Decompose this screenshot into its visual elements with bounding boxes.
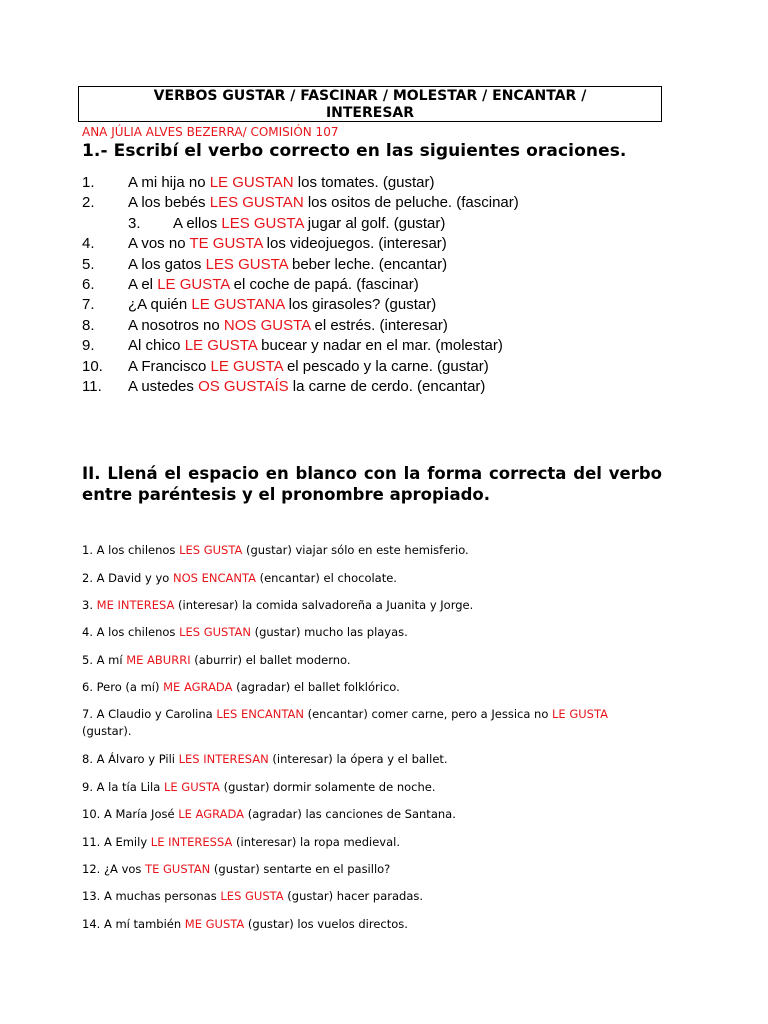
item-number: 4. (82, 235, 95, 253)
section1-heading: 1.- Escribí el verbo correcto en las siguientes oraciones. (82, 141, 627, 161)
list-item (82, 377, 702, 397)
answer-text: LES GUSTA (220, 889, 284, 903)
list-item (82, 255, 702, 275)
worksheet-title-line1: VERBOS GUSTAR / FASCINAR / MOLESTAR / ENCANTAR / (153, 88, 587, 104)
item-text: bucear y nadar en el mar. (molestar) (256, 337, 503, 355)
item-text: (agradar) las canciones de Santana. (244, 807, 456, 821)
list-item (82, 624, 642, 641)
item-text: A los gatos (128, 255, 206, 273)
item-number: 9. (82, 337, 95, 355)
item-text: A vos no (128, 235, 190, 253)
item-text: 2. A David y yo (82, 570, 173, 585)
list-item (82, 916, 642, 933)
list-item (82, 888, 642, 905)
item-text: jugar al golf. (gustar) (303, 214, 446, 232)
list-item (82, 173, 702, 193)
item-number: 6. (82, 275, 95, 293)
item-text: (gustar) los vuelos directos. (244, 916, 408, 931)
section1-list (82, 173, 702, 397)
item-text: Al chico (128, 337, 185, 355)
item-text: 11. A Emily (82, 834, 151, 849)
item-text: (encantar) el chocolate. (255, 570, 397, 585)
item-number: 3. (128, 214, 141, 232)
item-text: (gustar) hacer paradas. (283, 889, 424, 903)
answer-text: LES GUSTA (205, 255, 288, 273)
list-item (82, 336, 702, 356)
answer-text: ME ABURRI (126, 652, 191, 667)
answer-text: LE GUSTA (210, 357, 283, 375)
list-item (82, 316, 702, 336)
item-text: A los bebés (128, 194, 210, 212)
list-item (82, 834, 642, 851)
item-text: los videojuegos. (interesar) (262, 235, 447, 253)
section2-heading: II. Llená el espacio en blanco con la forma correcta del verbo entre paréntesis y el pronombre apropiado. (82, 464, 662, 504)
answer-text: LES GUSTA (179, 543, 243, 557)
list-item (82, 806, 642, 823)
item-text: A nosotros no (128, 316, 224, 334)
answer-text: LE GUSTA (552, 707, 608, 721)
answer-text: ME INTERESA (96, 597, 175, 612)
answer-text: LE GUSTA (157, 275, 230, 293)
item-text: 3. (82, 597, 97, 612)
author-name: ANA JÚLIA ALVES BEZERRA/ COMISIÓN 107 (82, 125, 339, 139)
item-number: 11. (82, 377, 102, 395)
item-text: (aburrir) el ballet moderno. (190, 652, 351, 667)
item-text: el coche de papá. (fascinar) (229, 275, 419, 293)
item-text: ¿A quién (128, 296, 192, 314)
list-item (82, 357, 702, 377)
item-number: 2. (82, 194, 95, 212)
answer-text: LES GUSTA (221, 214, 304, 232)
item-text: A ellos (173, 214, 222, 232)
list-item (82, 679, 642, 696)
answer-text: LE GUSTAN (209, 174, 294, 191)
item-text: beber leche. (encantar) (287, 255, 448, 273)
answer-text: LES INTERESAN (178, 752, 269, 766)
item-text: 4. A los chilenos (82, 625, 180, 639)
answer-text: OS GUSTAÍS (198, 377, 289, 395)
answer-text: LE INTERESSA (150, 834, 233, 849)
item-text: 13. A muchas personas (82, 889, 221, 903)
worksheet-title-box (78, 86, 662, 122)
item-text: el pescado y la carne. (gustar) (282, 357, 489, 375)
answer-text: ME GUSTA (184, 916, 245, 931)
item-text: el estrés. (interesar) (310, 316, 448, 334)
item-number: 5. (82, 255, 95, 273)
item-text: (gustar) dormir solamente de noche. (219, 779, 436, 794)
answer-text: ME AGRADA (163, 680, 233, 694)
item-text: 10. A María José (82, 807, 179, 821)
list-item (82, 779, 642, 796)
item-text: 9. A la tía Lila (82, 779, 164, 794)
answer-text: NOS ENCANTA (172, 570, 256, 585)
list-item (82, 570, 642, 587)
list-item (82, 295, 702, 315)
list-item (82, 597, 642, 614)
item-text: A Francisco (128, 357, 211, 375)
item-text: (interesar) la comida salvadoreña a Juanita y Jorge. (174, 597, 474, 612)
item-text: (gustar) viajar sólo en este hemisferio. (242, 543, 469, 557)
item-number: 7. (82, 296, 95, 314)
answer-text: NOS GUSTA (223, 316, 311, 334)
item-text: (gustar) sentarte en el pasillo? (210, 862, 391, 876)
item-text: los girasoles? (gustar) (284, 296, 437, 314)
item-text: (agradar) el ballet folklórico. (232, 680, 400, 694)
list-item (82, 861, 642, 878)
item-text: A el (128, 275, 158, 293)
item-text: los ositos de peluche. (fascinar) (303, 194, 519, 212)
list-item (82, 652, 642, 669)
answer-text: TE GUSTAN (145, 862, 211, 876)
item-number: 8. (82, 316, 95, 334)
item-text: (gustar) mucho las playas. (250, 625, 408, 639)
item-text: (encantar) comer carne, pero a Jessica no (303, 707, 553, 721)
list-item (82, 193, 702, 213)
item-text: 1. A los chilenos (82, 543, 180, 557)
item-number: 1. (82, 174, 95, 191)
answer-text: LES GUSTAN (209, 194, 304, 212)
answer-text: LES GUSTAN (179, 625, 251, 639)
answer-text: LE GUSTANA (191, 296, 285, 314)
item-text: 5. A mí (82, 652, 127, 667)
list-item (82, 234, 702, 254)
answer-text: LE GUSTA (163, 779, 220, 794)
item-text: A mi hija no (128, 174, 210, 191)
item-text: 12. ¿A vos (82, 862, 146, 876)
worksheet-title-line2: INTERESAR (325, 105, 415, 121)
item-text: 6. Pero (a mí) (82, 680, 164, 694)
answer-text: LE GUSTA (184, 337, 257, 355)
item-text: 8. A Álvaro y Pili (82, 752, 179, 766)
item-text: la carne de cerdo. (encantar) (288, 377, 486, 395)
list-item (82, 706, 642, 740)
answer-text: LES ENCANTAN (216, 707, 304, 721)
list-item (82, 751, 642, 768)
item-text: los tomates. (gustar) (293, 174, 435, 191)
item-text: A ustedes (128, 377, 199, 395)
item-text: (gustar). (82, 724, 132, 738)
answer-text: LE AGRADA (178, 807, 245, 821)
item-number: 10. (82, 357, 103, 375)
item-text: 14. A mí también (82, 916, 185, 931)
item-text: (interesar) la ópera y el ballet. (268, 752, 448, 766)
answer-text: TE GUSTA (189, 235, 263, 253)
list-item (82, 214, 702, 234)
item-text: 7. A Claudio y Carolina (82, 707, 217, 721)
list-item (82, 542, 642, 559)
item-text: (interesar) la ropa medieval. (232, 834, 400, 849)
list-item (82, 275, 702, 295)
